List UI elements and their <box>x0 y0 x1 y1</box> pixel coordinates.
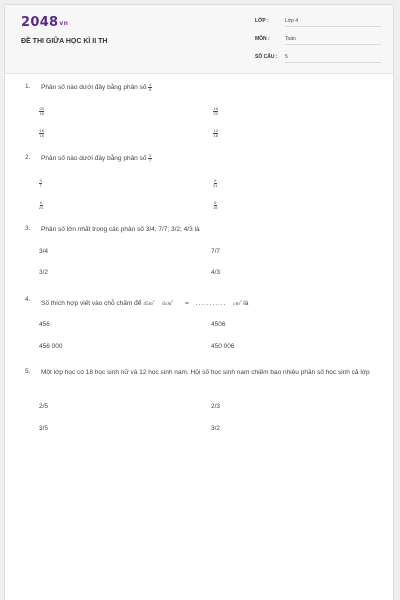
option-5d[interactable]: 3/2 <box>211 425 221 432</box>
question-fraction: $\frac{3}{7}$ <box>148 153 152 163</box>
question-number: 5. <box>25 368 31 375</box>
option-2d[interactable]: $\frac{6}{15}$ <box>213 200 218 210</box>
option-3b[interactable]: 7/7 <box>211 248 221 255</box>
option-3a[interactable]: 3/4 <box>39 248 49 255</box>
question-number: 3. <box>25 225 31 232</box>
option-1d[interactable]: $\frac{12}{16}$ <box>213 128 218 138</box>
meta-class-value: Lớp 4 <box>285 15 381 27</box>
option-1b[interactable]: $\frac{16}{20}$ <box>213 106 218 116</box>
meta-count-label: SỐ CÂU : <box>255 54 278 60</box>
option-4c[interactable]: 456 000 <box>39 343 63 350</box>
meta-subject-label: MÔN : <box>255 36 270 42</box>
question-text: Phân số lớn nhất trong các phân số 3/4; 7/7; 3/2; 4/3 là <box>41 226 200 233</box>
equals-sign: = <box>184 299 189 307</box>
option-2c[interactable]: $\frac{6}{21}$ <box>39 200 44 210</box>
question-text: Phân số nào dưới đây bằng phân số $\frac{3}{7}$ <box>41 153 152 163</box>
option-1c[interactable]: $\frac{16}{15}$ <box>39 128 44 138</box>
expr-meters: $45m^2$ <box>143 299 155 307</box>
question-text: Số thích hợp viết vào chỗ chấm để $45m^2$ $6cm^2$ = ........... $cm^2$ là <box>41 299 249 307</box>
logo-suffix: vn <box>59 20 69 27</box>
option-1a[interactable]: $\frac{20}{16}$ <box>39 106 44 116</box>
option-5a[interactable]: 2/5 <box>39 403 49 410</box>
question-number: 2. <box>25 154 31 161</box>
option-2b[interactable]: $\frac{9}{21}$ <box>213 178 218 188</box>
option-4d[interactable]: 450 006 <box>211 343 235 350</box>
exam-title: ĐỀ THI GIỮA HỌC KÌ II TH <box>21 38 108 45</box>
logo-text: 2048 <box>21 15 59 30</box>
site-logo[interactable] <box>21 15 68 30</box>
exam-header <box>5 5 393 74</box>
question-text: Một lớp học có 18 học sinh nữ và 12 học sinh nam. Hỏi số học sinh nam chiếm bao nhiêu phần số học sinh cả lớp <box>41 369 370 376</box>
exam-sheet <box>4 4 394 600</box>
meta-class <box>255 15 381 28</box>
option-2a[interactable]: $\frac{3}{7}$ <box>39 178 42 188</box>
question-number: 4. <box>25 296 31 303</box>
meta-subject-value: Toán <box>285 33 381 45</box>
meta-class-label: LỚP : <box>255 18 269 24</box>
option-5c[interactable]: 3/5 <box>39 425 49 432</box>
option-3d[interactable]: 4/3 <box>211 269 221 276</box>
question-text: Phân số nào dưới đây bằng phân số $\frac{4}{5}$ <box>41 82 152 92</box>
question-fraction: $\frac{4}{5}$ <box>148 82 152 92</box>
option-5b[interactable]: 2/3 <box>211 403 221 410</box>
option-4a[interactable]: 456 <box>39 321 50 328</box>
meta-count <box>255 51 381 64</box>
option-3c[interactable]: 3/2 <box>39 269 49 276</box>
question-number: 1. <box>25 83 31 90</box>
unit: $cm^2$ <box>233 299 242 307</box>
meta-subject <box>255 33 381 46</box>
blank-dots: ........... <box>195 299 227 307</box>
expr-centimeters: $6cm^2$ <box>162 299 174 307</box>
meta-count-value: 5 <box>285 51 381 63</box>
option-4b[interactable]: 4506 <box>211 321 226 328</box>
